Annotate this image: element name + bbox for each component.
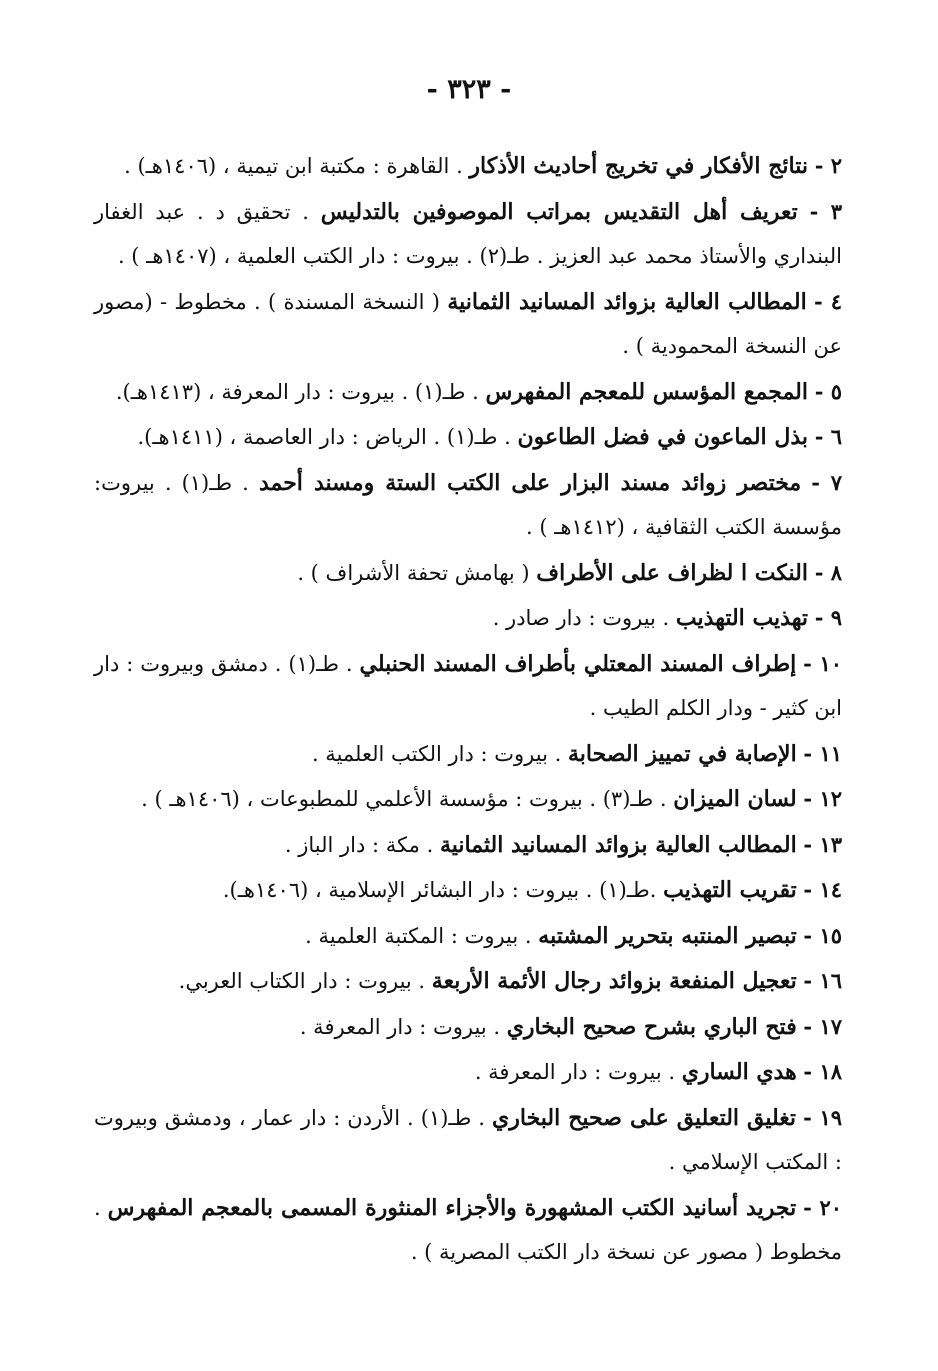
entry-number: ١١ -: [803, 740, 842, 766]
entry-title: هدي الساري: [681, 1059, 797, 1085]
entry-title: تعجيل المنفعة بزوائد رجال الأئمة الأربعة: [431, 968, 797, 994]
entry-number: ٦ -: [814, 424, 842, 449]
entry-title: فتح الباري بشرح صحيح البخاري: [506, 1013, 797, 1040]
entry-title: بذل الماعون في فضل الطاعون: [517, 424, 808, 450]
entry-details: . القاهرة : مكتبة ابن تيمية ، (١٤٠٦هـ) .: [124, 154, 470, 178]
page-number: - ٣٢٣ -: [426, 74, 512, 105]
reference-entry: [94, 823, 842, 868]
entry-number: ١٥ -: [803, 922, 842, 948]
reference-entry: [94, 551, 842, 596]
entry-details: .طـ(١) . بيروت : دار البشائر الإسلامية ، (١٤٠٦هـ).: [222, 878, 664, 902]
entry-number: ٢٠ -: [803, 1194, 842, 1220]
entry-title: تجريد أسانيد الكتب المشهورة والأجزاء المنثورة المسمى بالمعجم المفهرس: [107, 1194, 797, 1221]
reference-entry: [94, 1186, 842, 1275]
reference-entry: [94, 280, 842, 369]
entry-number: ٩ -: [814, 605, 842, 630]
reference-entry: [94, 914, 842, 959]
reference-entry: [94, 144, 842, 189]
reference-entry: [94, 596, 842, 641]
entry-details: . طـ(١) . دمشق وبيروت : دار ابن كثير - ودار الكلم الطيب .: [94, 651, 842, 720]
reference-entry: [94, 190, 842, 279]
reference-list: [94, 144, 842, 1276]
entry-details: . طـ(١) . بيروت: مؤسسة الكتب الثقافية ، (١٤١٢هـ ) .: [94, 470, 842, 539]
entry-title: مختصر زوائد مسند البزار على الكتب الستة ومسند أحمد: [258, 469, 802, 496]
reference-entry: [94, 959, 842, 1004]
entry-number: ٤ -: [814, 288, 842, 314]
entry-title: تقريب التهذيب: [663, 877, 797, 903]
reference-entry: [94, 1096, 842, 1185]
reference-entry: [94, 868, 842, 913]
entry-details: . طـ(٣) . بيروت : مؤسسة الأعلمي للمطبوعات ، (١٤٠٦هـ ) .: [141, 787, 674, 811]
entry-details: ( النسخة المسندة ) . مخطوط - (مصور عن النسخة المحمودية ) .: [94, 289, 842, 358]
entry-title: الإصابة في تمييز الصحابة: [567, 740, 797, 767]
entry-title: إطراف المسند المعتلي بأطراف المسند الحنبلي: [359, 650, 797, 677]
entry-number: ١٧ -: [803, 1013, 842, 1039]
reference-entry: [94, 777, 842, 822]
entry-details: . بيروت : المكتبة العلمية .: [305, 923, 539, 948]
entry-number: ١٨ -: [803, 1059, 842, 1084]
entry-title: المطالب العالية بزوائد المسانيد الثمانية: [439, 831, 797, 858]
entry-details: . مخطوط ( مصور عن نسخة دار الكتب المصرية ) .: [94, 1195, 842, 1264]
entry-number: ١٣ -: [803, 831, 842, 857]
reference-entry: [94, 732, 842, 777]
entry-title: تبصير المنتبه بتحرير المشتبه: [538, 922, 797, 949]
entry-title: النكت ا لظراف على الأطراف: [536, 559, 808, 586]
entry-number: ١٩ -: [803, 1104, 843, 1130]
reference-entry: [94, 415, 842, 460]
entry-title: تعريف أهل التقديس بمراتب الموصوفين بالتدليس: [320, 198, 798, 225]
entry-details: . بيروت : دار المعرفة .: [299, 1014, 507, 1039]
reference-entry: [94, 370, 842, 415]
entry-title: تهذيب التهذيب: [675, 605, 808, 631]
entry-number: ٧ -: [811, 469, 842, 495]
entry-number: ١٤ -: [803, 877, 842, 902]
entry-details: ( بهامش تحفة الأشراف ) .: [297, 560, 537, 585]
entry-number: ١٢ -: [803, 786, 842, 811]
entry-title: المجمع المؤسس للمعجم المفهرس: [485, 378, 808, 405]
entry-number: ٨ -: [814, 559, 842, 585]
entry-details: . بيروت : دار صادر .: [492, 606, 676, 630]
entry-details: . بيروت : دار الكتب العلمية .: [311, 741, 568, 766]
reference-entry: [94, 1050, 842, 1095]
entry-details: . طـ(١) . بيروت : دار المعرفة ، (١٤١٣هـ).: [115, 379, 486, 404]
entry-details: . طـ(١) . الأردن : دار عمار ، ودمشق وبيروت : المكتب الإسلامي .: [94, 1105, 842, 1174]
entry-details: . طـ(١) . الرياض : دار العاصمة ، (١٤١١هـ).: [137, 425, 518, 449]
reference-entry: [94, 642, 842, 731]
entry-details: . تحقيق د . عبد الغفار البنداري والأستاذ محمد عبد العزيز . طـ(٢) . بيروت : دار الكتب العلمية ، (١٤٠٧هـ ) .: [94, 199, 842, 268]
entry-title: تغليق التعليق على صحيح البخاري: [492, 1104, 797, 1131]
entry-title: نتائج الأفكار في تخريج أحاديث الأذكار: [469, 153, 808, 179]
entry-title: المطالب العالية بزوائد المسانيد الثمانية: [447, 288, 807, 315]
entry-details: . بيروت : دار المعرفة .: [474, 1060, 682, 1084]
entry-number: ٣ -: [809, 198, 843, 224]
entry-number: ١٦ -: [803, 968, 842, 993]
entry-details: . بيروت : دار الكتاب العربي.: [178, 969, 432, 993]
entry-number: ٢ -: [814, 153, 842, 178]
entry-details: . مكة : دار الباز .: [284, 832, 440, 857]
entry-title: لسان الميزان: [673, 786, 797, 812]
entry-number: ٥ -: [814, 378, 842, 404]
reference-entry: [94, 1005, 842, 1050]
reference-entry: [94, 461, 842, 550]
entry-number: ١٠ -: [803, 650, 842, 676]
